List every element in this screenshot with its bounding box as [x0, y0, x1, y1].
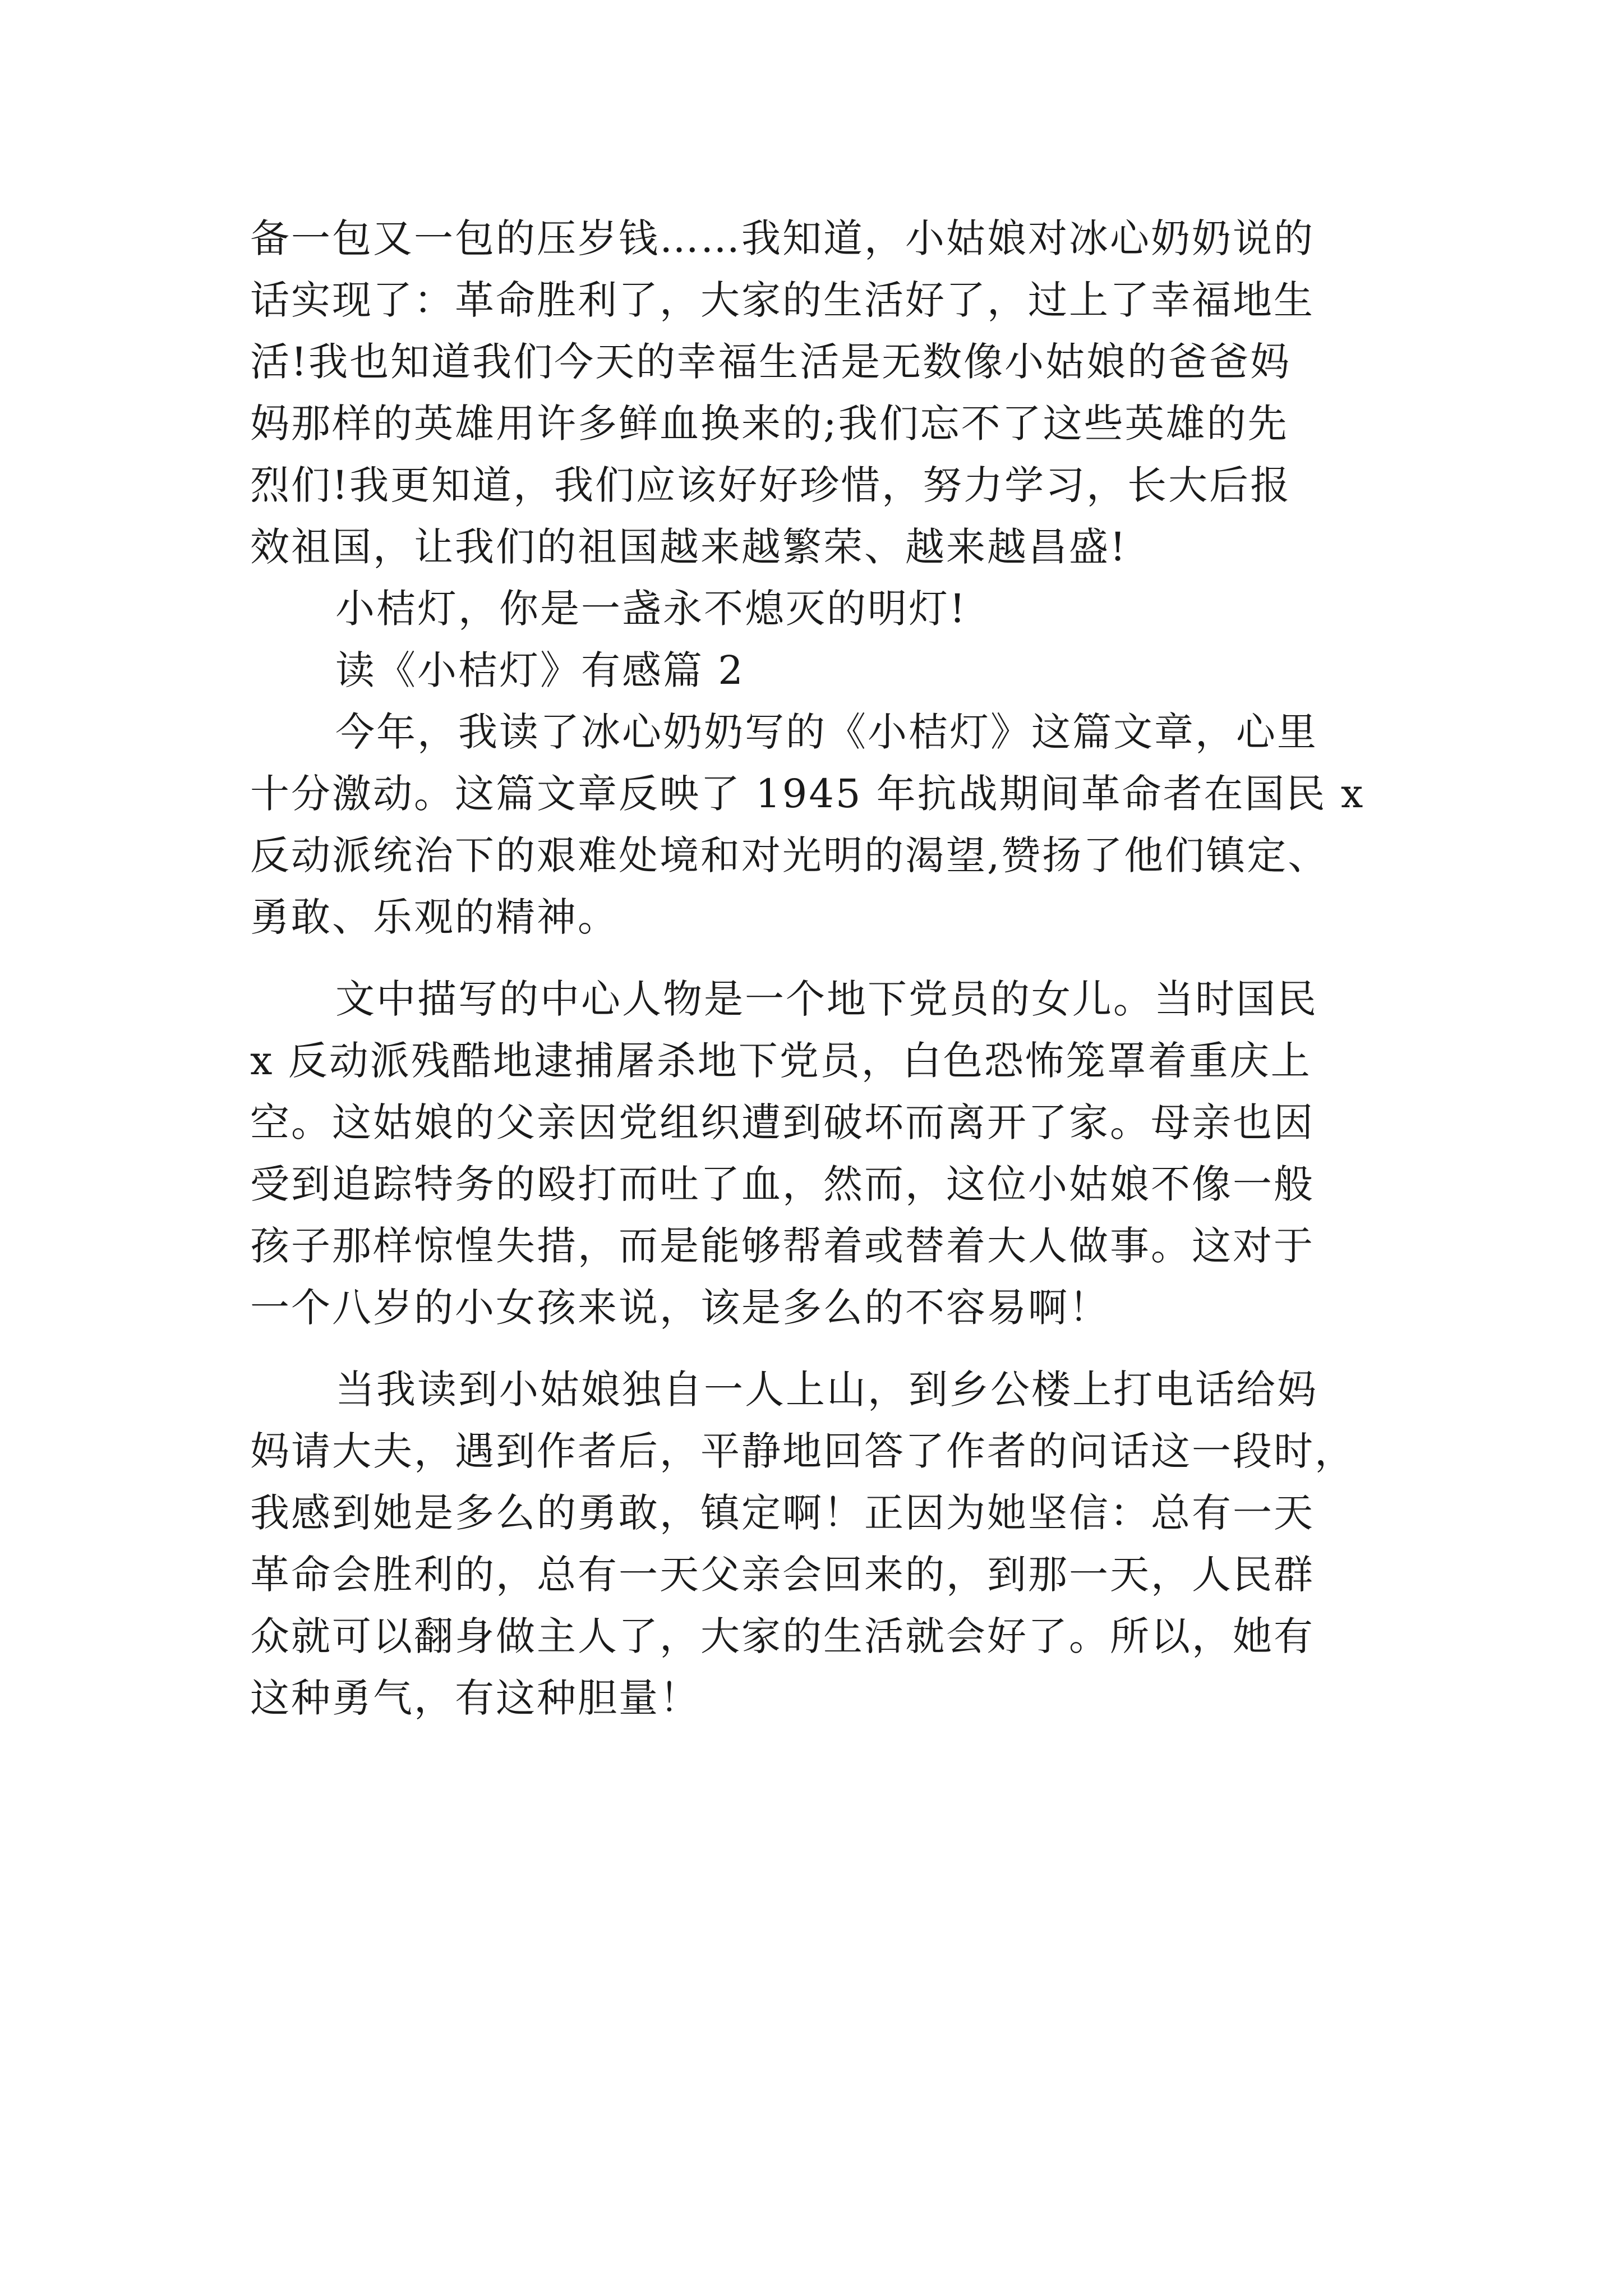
paragraph-spacer — [250, 948, 1389, 968]
paragraph-line: 受到追踪特务的殴打而吐了血，然而，这位小姑娘不像一般 — [250, 1161, 1315, 1207]
paragraph-line: 妈那样的英雄用许多鲜血换来的;我们忘不了这些英雄的先 — [250, 401, 1289, 447]
paragraph-line: 备一包又一包的压岁钱……我知道，小姑娘对冰心奶奶说的 — [250, 215, 1315, 261]
paragraph-line: 当我读到小姑娘独自一人上山，到乡公楼上打电话给妈 — [335, 1366, 1318, 1412]
paragraph-line: 妈请大夫，遇到作者后，平静地回答了作者的问话这一段时， — [250, 1428, 1355, 1474]
paragraph-line: 活!我也知道我们今天的幸福生活是无数像小姑娘的爸爸妈 — [250, 339, 1292, 385]
paragraph-line: 孩子那样惊惶失措，而是能够帮着或替着大人做事。这对于 — [250, 1223, 1315, 1269]
paragraph-line: 效祖国，让我们的祖国越来越繁荣、越来越昌盛! — [250, 524, 1128, 570]
paragraph-line: 我感到她是多么的勇敢，镇定啊！正因为她坚信：总有一天 — [250, 1490, 1315, 1536]
paragraph-line: 这种勇气，有这种胆量！ — [250, 1675, 700, 1721]
paragraph-line: 勇敢、乐观的精神。 — [250, 894, 619, 940]
paragraph-line: x 反动派残酷地逮捕屠杀地下党员，白色恐怖笼罩着重庆上 — [250, 1038, 1312, 1084]
paragraph-line: 反动派统治下的艰难处境和对光明的渴望,赞扬了他们镇定、 — [250, 832, 1329, 878]
paragraph-line: 空。这姑娘的父亲因党组织遭到破坏而离开了家。母亲也因 — [250, 1099, 1315, 1145]
paragraph-line: 文中描写的中心人物是一个地下党员的女儿。当时国民 — [335, 976, 1318, 1022]
section-heading: 读《小桔灯》有感篇 2 — [335, 647, 745, 693]
paragraph-line: 烈们!我更知道，我们应该好好珍惜，努力学习，长大后报 — [250, 462, 1292, 508]
paragraph-line: 话实现了：革命胜利了，大家的生活好了，过上了幸福地生 — [250, 277, 1315, 323]
paragraph-line: 革命会胜利的，总有一天父亲会回来的，到那一天，人民群 — [250, 1552, 1315, 1598]
paragraph-line: 一个八岁的小女孩来说，该是多么的不容易啊！ — [250, 1285, 1110, 1331]
paragraph-line: 众就可以翻身做主人了，大家的生活就会好了。所以，她有 — [250, 1613, 1315, 1659]
paragraph-line: 今年，我读了冰心奶奶写的《小桔灯》这篇文章，心里 — [335, 709, 1318, 755]
paragraph-line: 十分激动。这篇文章反映了 1945 年抗战期间革命者在国民 x — [250, 771, 1365, 817]
paragraph-spacer — [250, 1338, 1389, 1359]
paragraph-line: 小桔灯，你是一盏永不熄灭的明灯! — [335, 586, 967, 632]
article-body — [250, 208, 1389, 1729]
